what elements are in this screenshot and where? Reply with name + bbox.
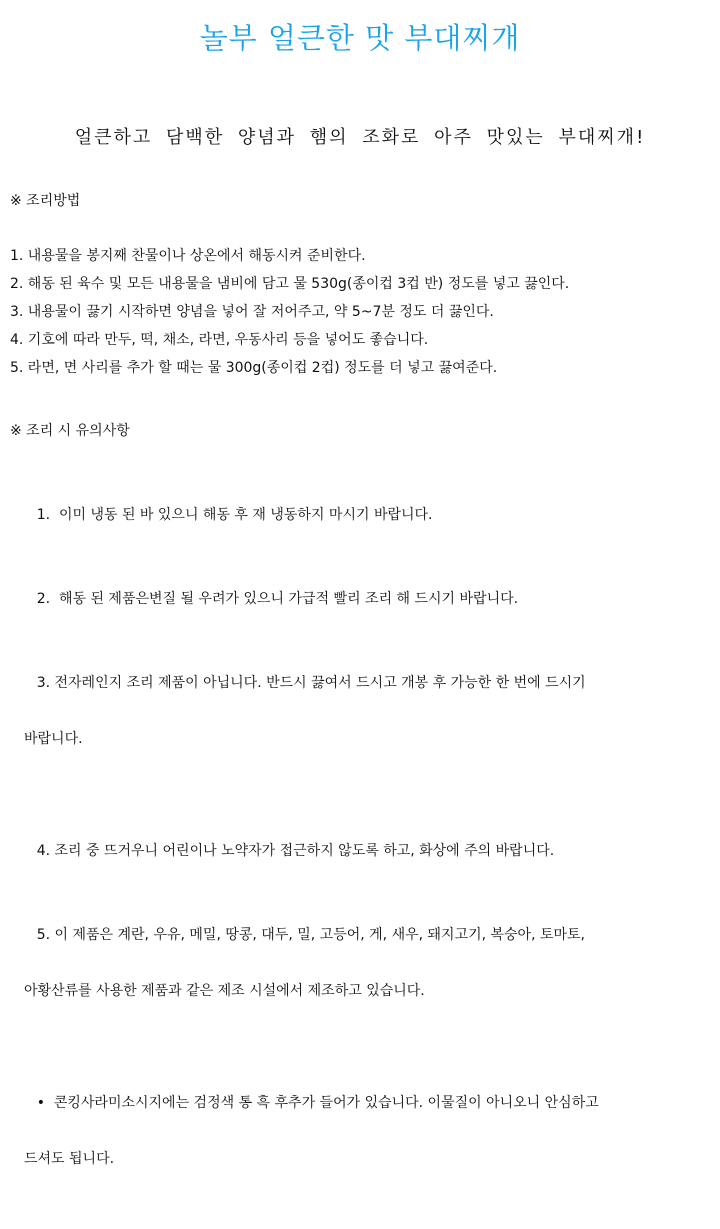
caution-item [10, 557, 710, 641]
caution-text: • 콘킹사라미소시지에는 검정색 통 흑 후추가 들어가 있습니다. 이물질이 아니오니 안심하고 [36, 1095, 599, 1111]
caution-item [10, 809, 710, 893]
caution-text-continued: 아황산류를 사용한 제품과 같은 제조 시설에서 제조하고 있습니다. [24, 983, 425, 999]
caution-text: 5. 이 제품은 계란, 우유, 메밀, 땅콩, 대두, 밀, 고등어, 게, 새우, 돼지고기, 복숭아, 토마토, [36, 927, 586, 943]
cooking-step: 3. 내용물이 끓기 시작하면 양념을 넣어 잘 저어주고, 약 5~7분 정도 더 끓인다. [10, 304, 494, 320]
caution-item [10, 641, 710, 809]
page-title: 놀부 얼큰한 맛 부대찌개 [199, 21, 521, 55]
cautions-list [10, 473, 710, 1229]
cautions-section-heading-wrapper [10, 420, 710, 440]
cooking-steps-list [10, 242, 710, 382]
cooking-step: 4. 기호에 따라 만두, 떡, 채소, 라면, 우동사리 등을 넣어도 좋습니다. [10, 332, 429, 348]
product-tagline: 얼큰하고 담백한 양념과 햄의 조화로 아주 맛있는 부대찌개! [74, 127, 646, 148]
cautions-section [10, 473, 710, 1229]
cooking-step: 5. 라면, 면 사리를 추가 할 때는 물 300g(종이컵 2컵) 정도를 더 넣고 끓여준다. [10, 360, 498, 376]
caution-item [10, 893, 710, 1061]
caution-text: 2. 해동 된 제품은변질 될 우려가 있으니 가급적 빨리 조리 해 드시기 바랍니다. [36, 591, 519, 607]
caution-text-continued: 드셔도 됩니다. [24, 1151, 115, 1167]
caution-text: 1. 이미 냉동 된 바 있으니 해동 후 재 냉동하지 마시기 바랍니다. [36, 507, 433, 523]
cooking-step: 1. 내용물을 봉지째 찬물이나 상온에서 해동시켜 준비한다. [10, 248, 366, 264]
cooking-method-heading: ※ 조리방법 [10, 193, 81, 209]
caution-text: 3. 전자레인지 조리 제품이 아닙니다. 반드시 끓여서 드시고 개봉 후 가능한 한 번에 드시기 [36, 675, 586, 691]
cooking-step: 2. 해동 된 육수 및 모든 내용물을 냄비에 담고 물 530g(종이컵 3컵 반) 정도를 넣고 끓인다. [10, 276, 570, 292]
caution-item [10, 1061, 710, 1229]
cooking-method-section [10, 242, 710, 382]
caution-text: 4. 조리 중 뜨거우니 어린이나 노약자가 접근하지 않도록 하고, 화상에 주의 바랍니다. [36, 843, 555, 859]
cooking-method-section-heading-wrapper [10, 190, 710, 210]
cautions-heading: ※ 조리 시 유의사항 [10, 423, 130, 439]
caution-item [10, 473, 710, 557]
caution-text-continued: 바랍니다. [24, 731, 83, 747]
